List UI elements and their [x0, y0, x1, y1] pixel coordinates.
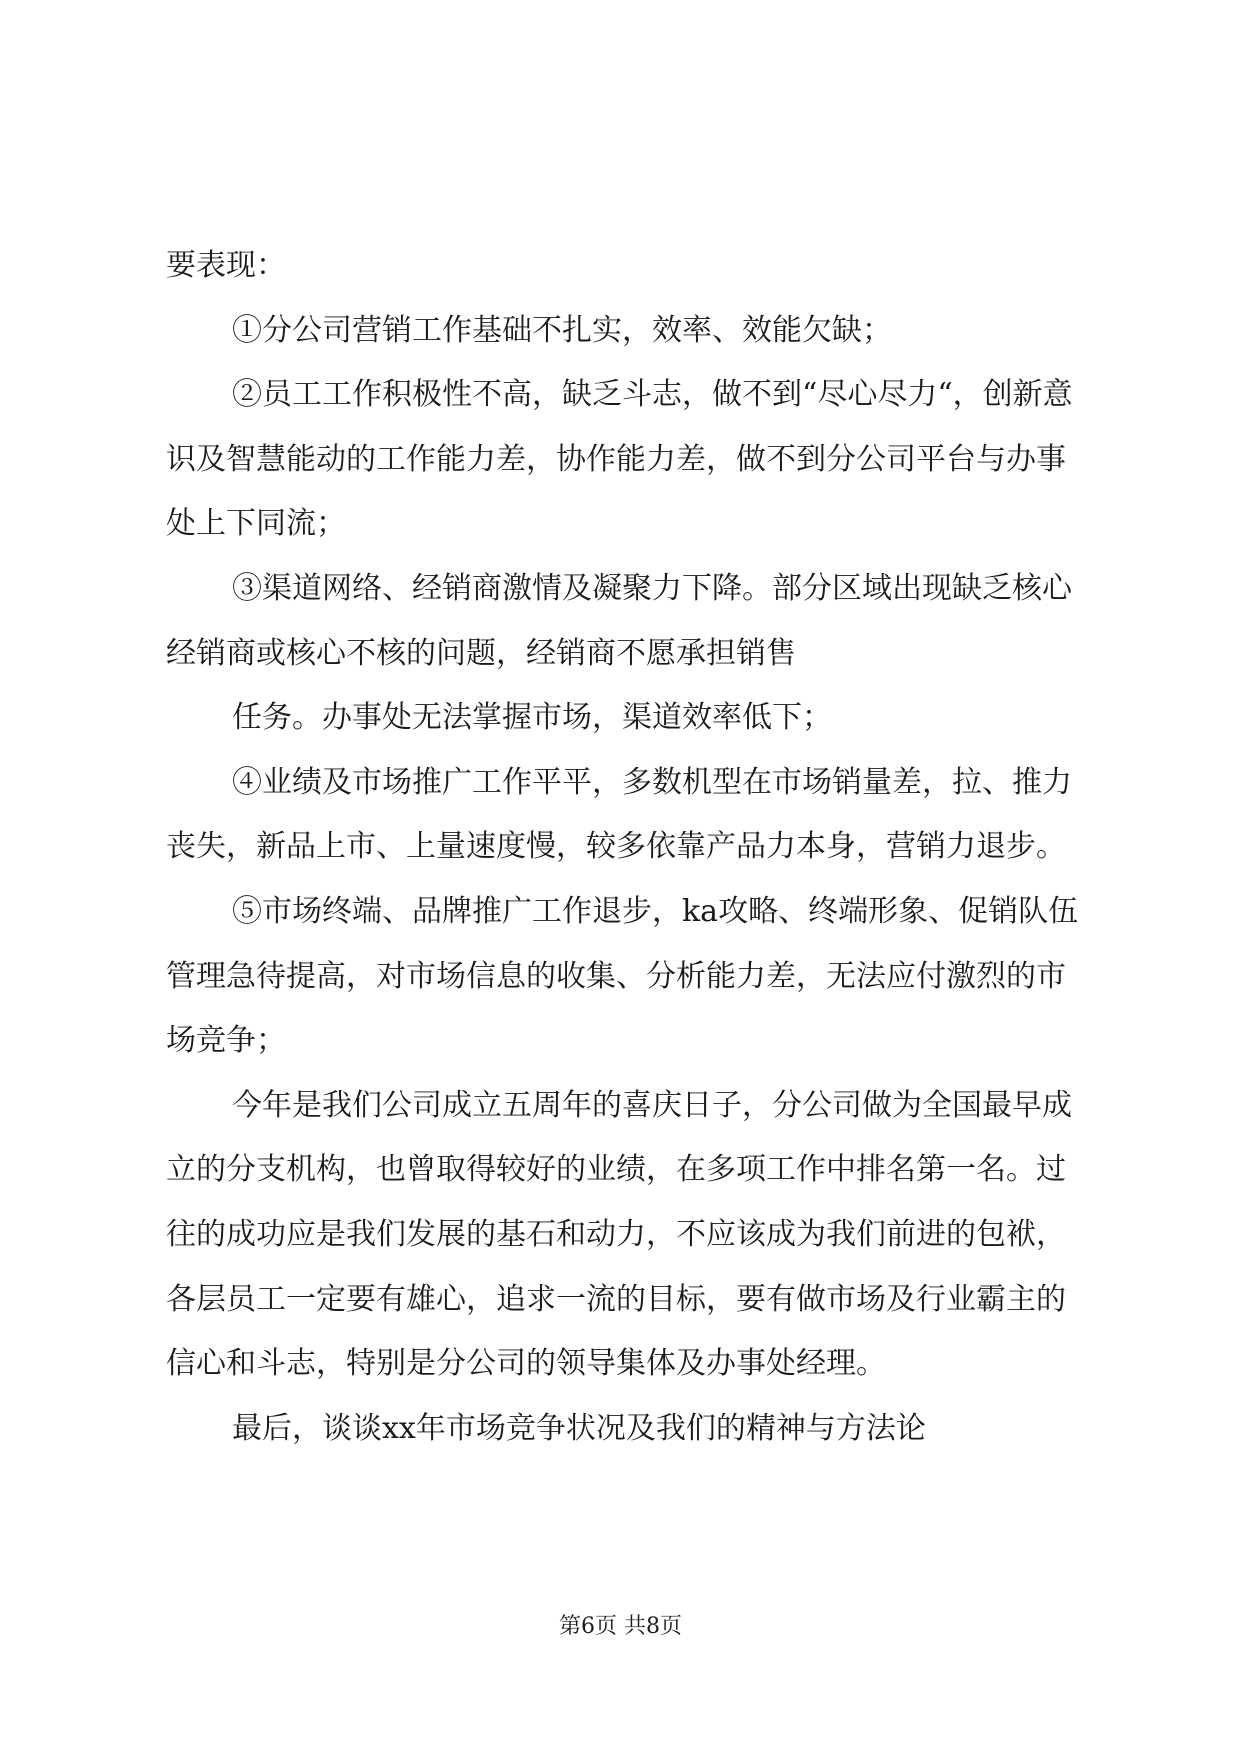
paragraph-point-3-continued: 任务。办事处无法掌握市场，渠道效率低下；	[232, 700, 832, 736]
paragraph-conclusion: 最后，谈谈xx年市场竞争状况及我们的精神与方法论	[232, 1410, 926, 1446]
paragraph-point-3: ③渠道网络、经销商激情及凝聚力下降。部分区域出现缺乏核心经销商或核心不核的问题，经销商不愿承担销售	[166, 570, 1072, 671]
paragraph-anniversary: 今年是我们公司成立五周年的喜庆日子，分公司做为全国最早成立的分支机构，也曾取得较好的业绩，在多项工作中排名第一名。过往的成功应是我们发展的基石和动力，不应该成为我们前进的包袱，各层员工一定要有雄心，追求一流的目标，要有做市场及行业霸主的信心和斗志，特别是分公司的领导集体及办事处经理。	[166, 1087, 1072, 1382]
paragraph-point-5: ⑤市场终端、品牌推广工作退步，ka攻略、终端形象、促销队伍管理急待提高，对市场信息的收集、分析能力差，无法应付激烈的市场竞争；	[166, 893, 1079, 1059]
paragraph-point-2: ②员工工作积极性不高，缺乏斗志，做不到“尽心尽力“，创新意识及智慧能动的工作能力差，协作能力差，做不到分公司平台与办事处上下同流；	[166, 377, 1073, 542]
document-body	[166, 234, 1086, 1461]
page-footer: 第6页 共8页	[559, 1614, 682, 1639]
paragraph-point-1: ①分公司营销工作基础不扎实，效率、效能欠缺；	[232, 312, 892, 348]
paragraph-intro: 要表现：	[166, 248, 286, 283]
paragraph-point-4: ④业绩及市场推广工作平平，多数机型在市场销量差，拉、推力丧失，新品上市、上量速度慢，较多依靠产品力本身，营销力退步。	[166, 764, 1072, 865]
